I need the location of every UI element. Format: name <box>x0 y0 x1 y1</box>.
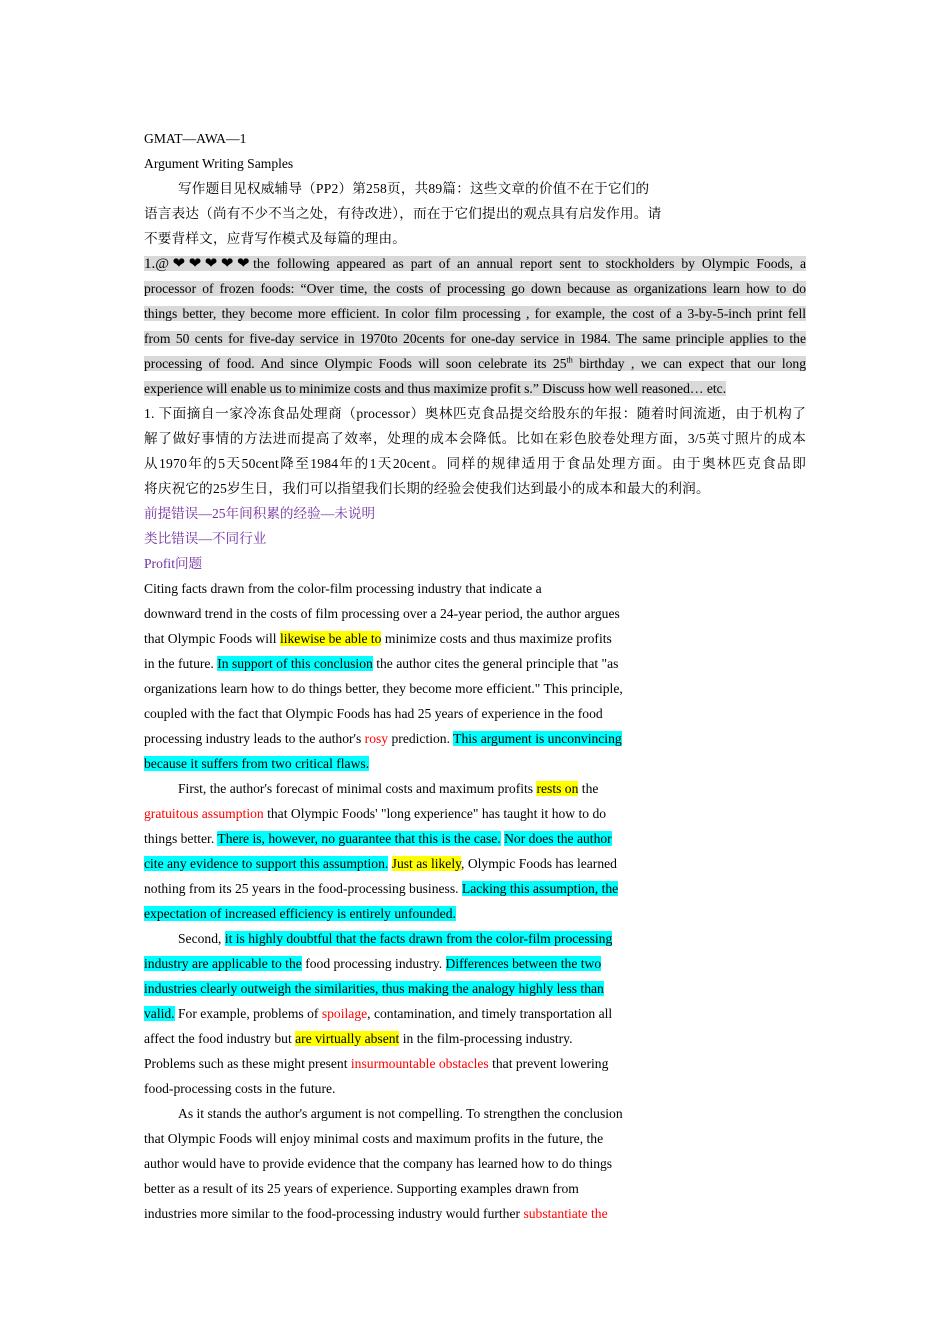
doc-subtitle: Argument Writing Samples <box>144 156 294 171</box>
highlight-phrase: industry are applicable to the <box>144 956 302 971</box>
essay-line: As it stands the author's argument is not compelling. To strengthen the conclusion <box>178 1106 623 1121</box>
essay-line: Second, it is highly doubtful that the facts drawn from the color-film processing <box>178 931 613 946</box>
essay-line: better as a result of its 25 years of experience. Supporting examples drawn from <box>144 1181 579 1196</box>
prompt-line: processing of food. And since Olympic Foods will soon celebrate its 25th birthday , we can expect that our long <box>144 355 806 371</box>
translation-line: 1. 下面摘自一家冷冻食品处理商（processor）奥林匹克食品提交给股东的年报：随着时间流逝，由于机构了 <box>144 406 806 421</box>
highlight-phrase: This argument is unconvincing <box>453 731 622 746</box>
essay-line: organizations learn how to do things better, they become more efficient." This principle, <box>144 681 623 696</box>
highlight-phrase: because it suffers from two critical flaws. <box>144 756 370 771</box>
note-profit-issue: Profit问题 <box>144 556 203 571</box>
doc-title: GMAT—AWA—1 <box>144 131 247 146</box>
highlight-phrase: it is highly doubtful that the facts drawn from the color-film processing <box>224 931 613 946</box>
highlight-phrase: industries clearly outweigh the similarities, thus making the analogy highly less than <box>144 981 604 996</box>
prompt-line: processor of frozen foods: “Over time, the costs of processing go down because as organizations learn how to do <box>144 281 806 296</box>
red-word: spoilage <box>321 1006 368 1021</box>
highlight-phrase: valid. <box>144 1006 175 1021</box>
essay-line: cite any evidence to support this assumption. Just as likely, Olympic Foods has learned <box>144 856 617 871</box>
highlight-phrase: cite any evidence to support this assumption. <box>144 856 389 871</box>
essay-line: First, the author's forecast of minimal costs and maximum profits rests on the <box>178 781 599 796</box>
highlight-phrase: likewise be able to <box>279 631 382 646</box>
essay-line: food-processing costs in the future. <box>144 1081 336 1096</box>
essay-body <box>144 576 654 1226</box>
essay-line <box>144 976 654 1001</box>
red-word: rosy <box>364 731 389 746</box>
note-analogy-error: 类比错误—不同行业 <box>144 531 267 546</box>
essay-line: coupled with the fact that Olympic Foods has had 25 years of experience in the food <box>144 706 603 721</box>
essay-line: that Olympic Foods will enjoy minimal costs and maximum profits in the future, the <box>144 1131 604 1146</box>
intro-line: 写作题目见权威辅导（PP2）第258页，共89篇：这些文章的价值不在于它们的 <box>178 181 650 196</box>
essay-line: author would have to provide evidence that the company has learned how to do things <box>144 1156 613 1171</box>
essay-line: Problems such as these might present insurmountable obstacles that prevent lowering <box>144 1056 609 1071</box>
highlight-phrase: Just as likely <box>391 856 462 871</box>
document-page <box>144 126 806 1226</box>
essay-line <box>144 751 654 776</box>
red-word: insurmountable obstacles <box>350 1056 489 1071</box>
translation-line: 将庆祝它的25岁生日，我们可以指望我们长期的经验会使我们达到最小的成本和最大的利润。 <box>144 481 710 496</box>
prompt-line: things better, they become more efficient. In color film processing , for example, the cost of a 3-by-5-inch print fell <box>144 306 806 321</box>
essay-line <box>144 901 654 926</box>
intro-line: 不要背样文，应背写作模式及每篇的理由。 <box>144 231 407 246</box>
translation-line: 从1970年的5天50cent降至1984年的1天20cent。同样的规律适用于食品处理方面。由于奥林匹克食品即 <box>144 456 806 471</box>
translation-line: 解了做好事情的方法进而提高了效率，处理的成本会降低。比如在彩色胶卷处理方面，3/5英寸照片的成本 <box>144 431 806 446</box>
essay-line: that Olympic Foods will likewise be able to minimize costs and thus maximize profits <box>144 631 612 646</box>
essay-line: Citing facts drawn from the color-film processing industry that indicate a <box>144 581 542 596</box>
highlight-phrase: rests on <box>536 781 579 796</box>
highlight-phrase: are virtually absent <box>295 1031 400 1046</box>
essay-line: things better. There is, however, no guarantee that this is the case. Nor does the author <box>144 831 612 846</box>
highlight-phrase: expectation of increased efficiency is entirely unfounded. <box>144 906 456 921</box>
red-word: gratuitous assumption <box>144 806 264 821</box>
prompt-number: 1.@❤❤❤❤❤ <box>144 256 254 272</box>
essay-line: industries more similar to the food-processing industry would further substantiate the <box>144 1206 608 1221</box>
highlight-phrase: Lacking this assumption, the <box>461 881 619 896</box>
highlight-phrase: In support of this conclusion <box>217 656 373 671</box>
translation-block <box>144 401 806 501</box>
highlight-phrase: There is, however, no guarantee that this is the case. <box>217 831 501 846</box>
intro-line: 语言表达（尚有不少不当之处，有待改进），而在于它们提出的观点具有启发作用。请 <box>144 206 662 221</box>
highlight-phrase: Differences between the two <box>445 956 602 971</box>
prompt-block <box>144 251 806 401</box>
essay-line: processing industry leads to the author's rosy prediction. This argument is unconvincing <box>144 731 622 746</box>
essay-line: in the future. In support of this conclusion the author cites the general principle that "as <box>144 656 619 671</box>
essay-line: nothing from its 25 years in the food-processing business. Lacking this assumption, the <box>144 881 619 896</box>
note-premise-error: 前提错误—25年间积累的经验—未说明 <box>144 506 376 521</box>
red-word: substantiate the <box>523 1206 608 1221</box>
prompt-line: experience will enable us to minimize costs and thus maximize profit s.” Discuss how well reasoned… etc. <box>144 381 727 396</box>
essay-line: gratuitous assumption that Olympic Foods' "long experience" has taught it how to do <box>144 806 607 821</box>
highlight-phrase: Nor does the author <box>504 831 612 846</box>
essay-line: valid. For example, problems of spoilage, contamination, and timely transportation all <box>144 1006 613 1021</box>
essay-line: affect the food industry but are virtually absent in the film-processing industry. <box>144 1031 573 1046</box>
essay-line: downward trend in the costs of film processing over a 24-year period, the author argues <box>144 606 620 621</box>
prompt-line: from 50 cents for five-day service in 1970to 20cents for one-day service in 1984. The same principle applies to the <box>144 331 806 346</box>
prompt-line: 1.@❤❤❤❤❤the following appeared as part of an annual report sent to stockholders by Olympic Foods, a <box>144 256 806 272</box>
essay-line: industry are applicable to the food processing industry. Differences between the two <box>144 956 602 971</box>
